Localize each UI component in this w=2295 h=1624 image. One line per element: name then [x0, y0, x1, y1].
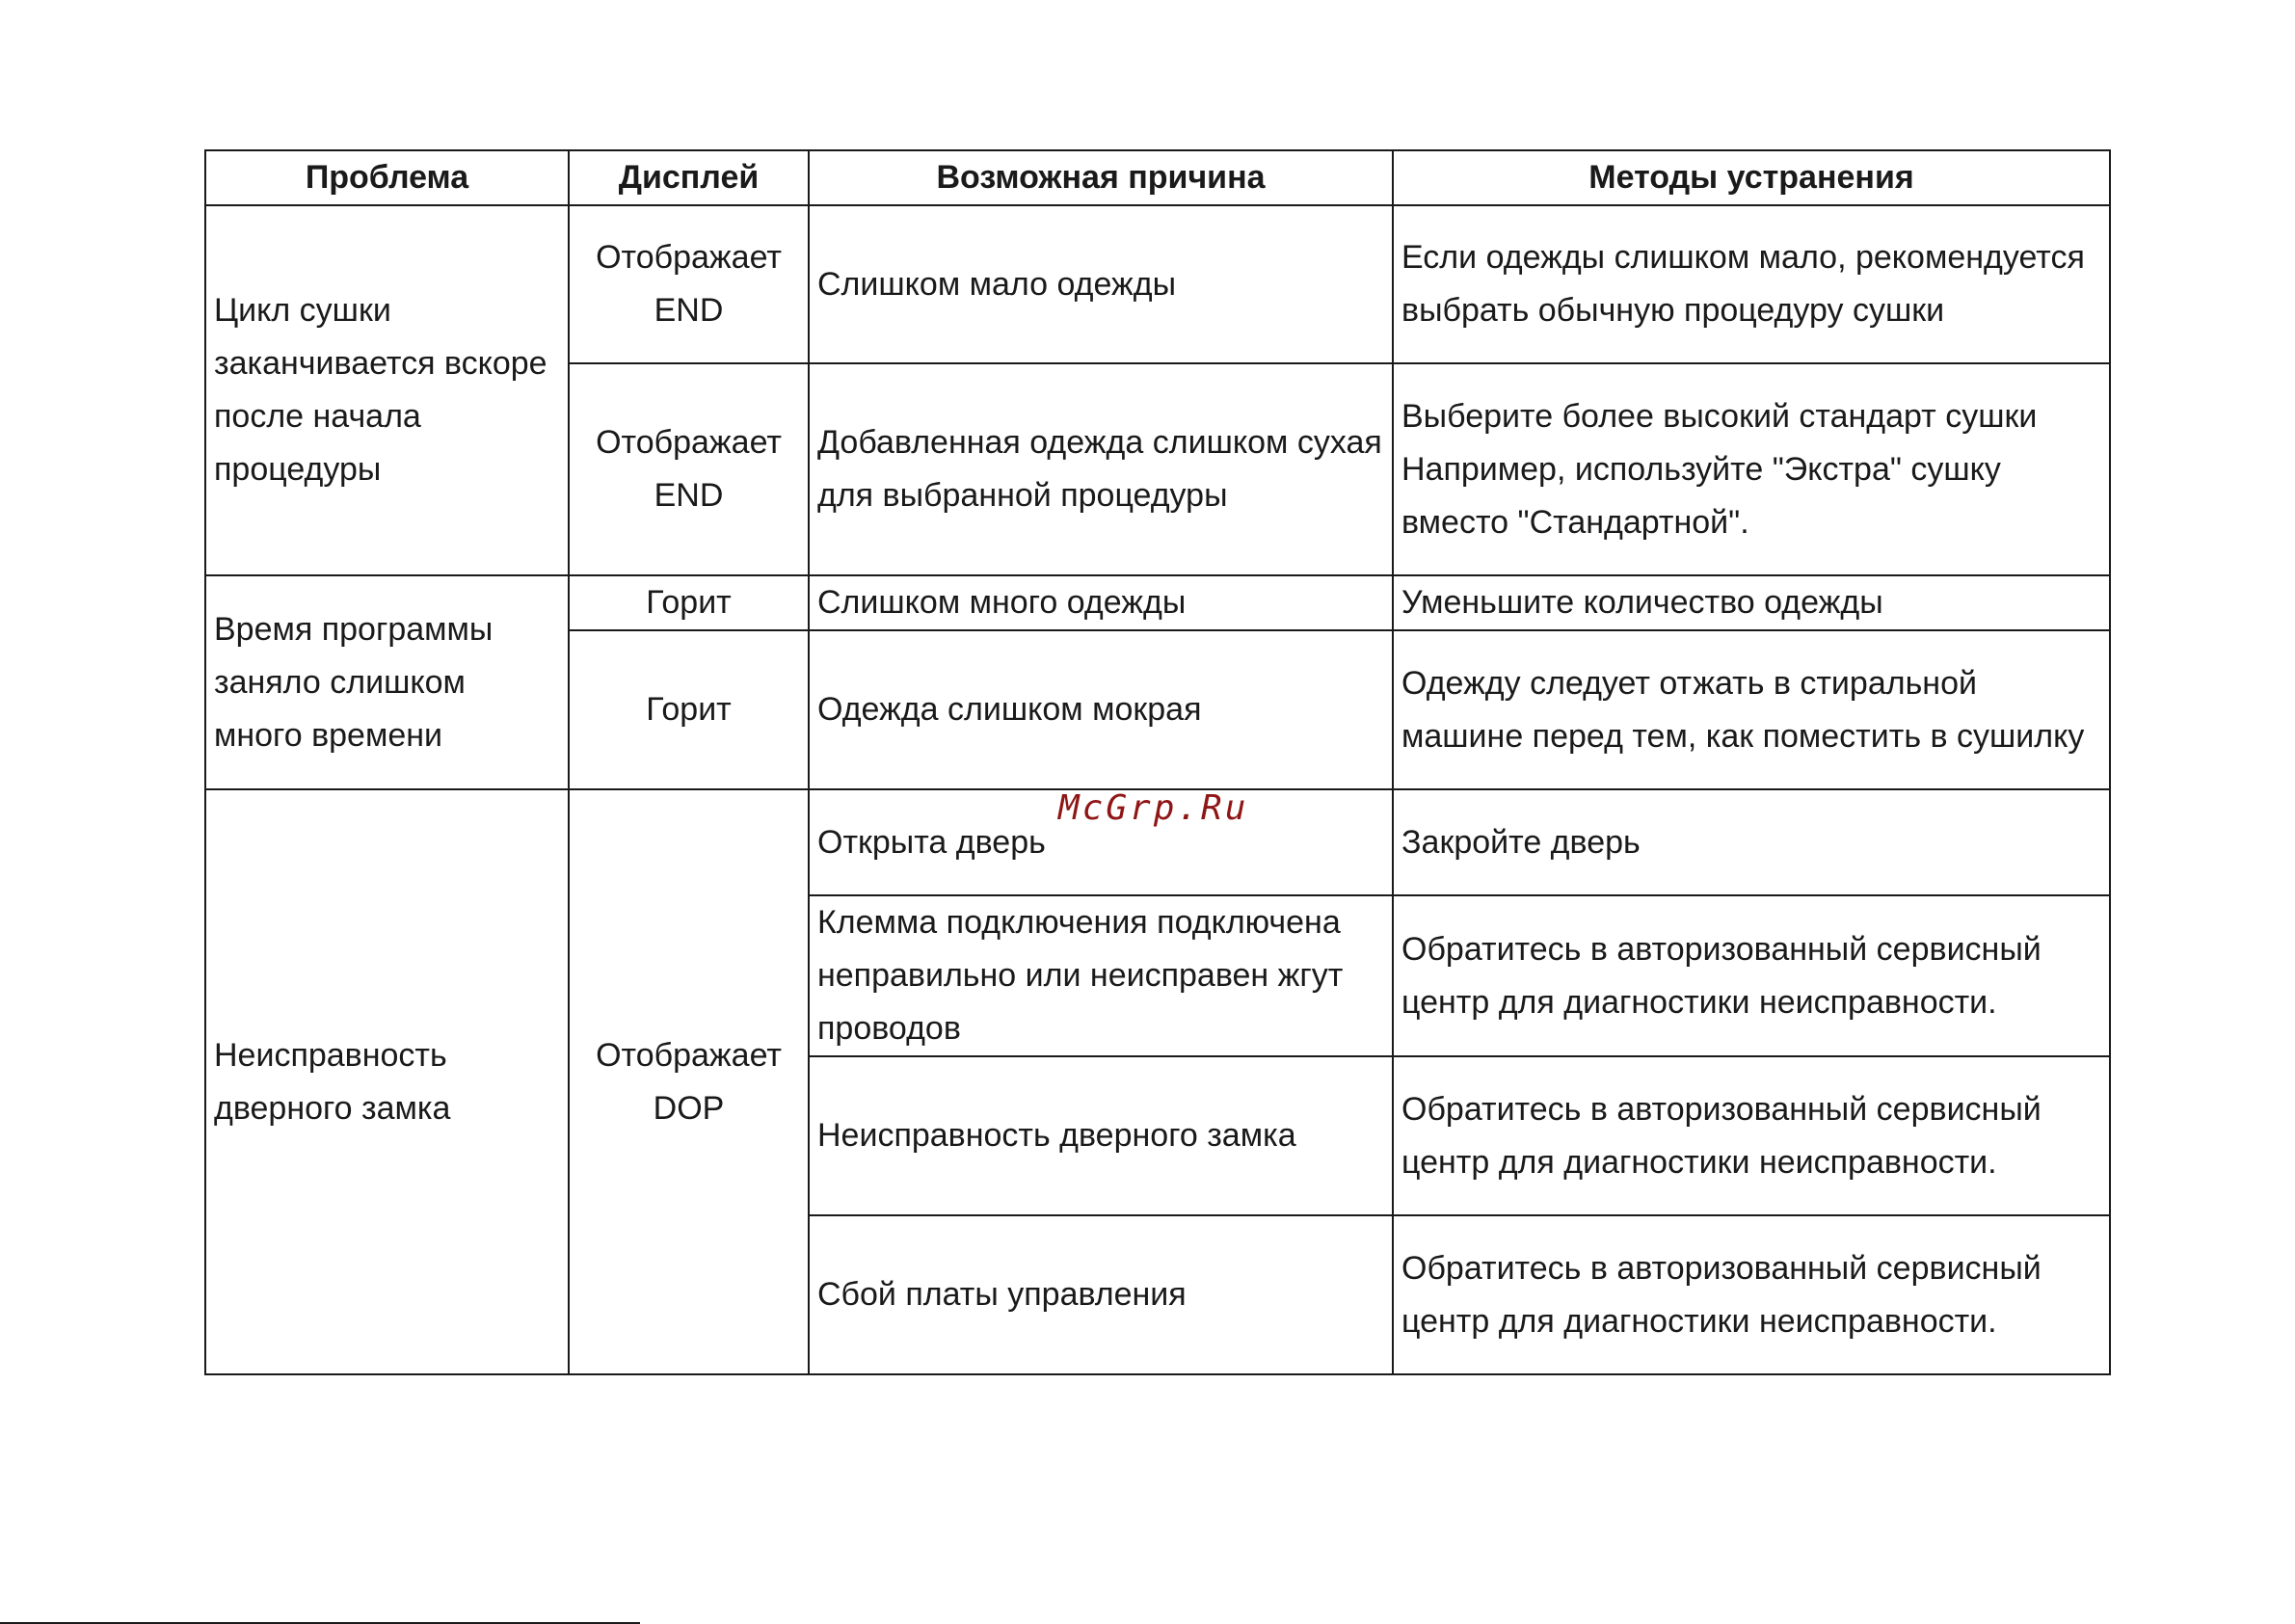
problem-cell: Неисправность дверного замка: [205, 789, 569, 1374]
table-row: [205, 575, 2110, 630]
remedy-cell: Одежду следует отжать в стиральной машине перед тем, как поместить в сушилку: [1393, 630, 2110, 789]
cause-cell: Неисправность дверного замка: [809, 1056, 1393, 1215]
header-problem: Проблема: [205, 150, 569, 205]
cause-cell: Открыта дверь: [809, 789, 1393, 895]
display-cell: Отображает DOP: [569, 789, 809, 1374]
remedy-cell: Закройте дверь: [1393, 789, 2110, 895]
header-remedy: Методы устранения: [1393, 150, 2110, 205]
remedy-cell: Выберите более высокий стандарт сушки Например, используйте "Экстра" сушку вместо "Стандартной".: [1393, 363, 2110, 575]
table-row: [205, 205, 2110, 363]
cause-cell: Клемма подключения подключена неправильно или неисправен жгут проводов: [809, 895, 1393, 1056]
remedy-cell: Уменьшите количество одежды: [1393, 575, 2110, 630]
cause-cell: Слишком много одежды: [809, 575, 1393, 630]
display-cell: Горит: [569, 630, 809, 789]
cause-cell: Одежда слишком мокрая: [809, 630, 1393, 789]
header-display: Дисплей: [569, 150, 809, 205]
cause-cell: Добавленная одежда слишком сухая для выбранной процедуры: [809, 363, 1393, 575]
problem-cell: Время программы заняло слишком много времени: [205, 575, 569, 789]
remedy-cell: Обратитесь в авторизованный сервисный центр для диагностики неисправности.: [1393, 895, 2110, 1056]
watermark: McGrp.Ru: [1058, 788, 1249, 828]
problem-cell: Цикл сушки заканчивается вскоре после начала процедуры: [205, 205, 569, 575]
display-cell: Отображает END: [569, 363, 809, 575]
cause-cell: Слишком мало одежды: [809, 205, 1393, 363]
troubleshooting-table: [204, 149, 2111, 1375]
cause-cell: Сбой платы управления: [809, 1215, 1393, 1374]
remedy-cell: Обратитесь в авторизованный сервисный центр для диагностики неисправности.: [1393, 1056, 2110, 1215]
remedy-cell: Обратитесь в авторизованный сервисный центр для диагностики неисправности.: [1393, 1215, 2110, 1374]
display-cell: Горит: [569, 575, 809, 630]
table-header-row: [205, 150, 2110, 205]
display-cell: Отображает END: [569, 205, 809, 363]
header-cause: Возможная причина: [809, 150, 1393, 205]
remedy-cell: Если одежды слишком мало, рекомендуется выбрать обычную процедуру сушки: [1393, 205, 2110, 363]
